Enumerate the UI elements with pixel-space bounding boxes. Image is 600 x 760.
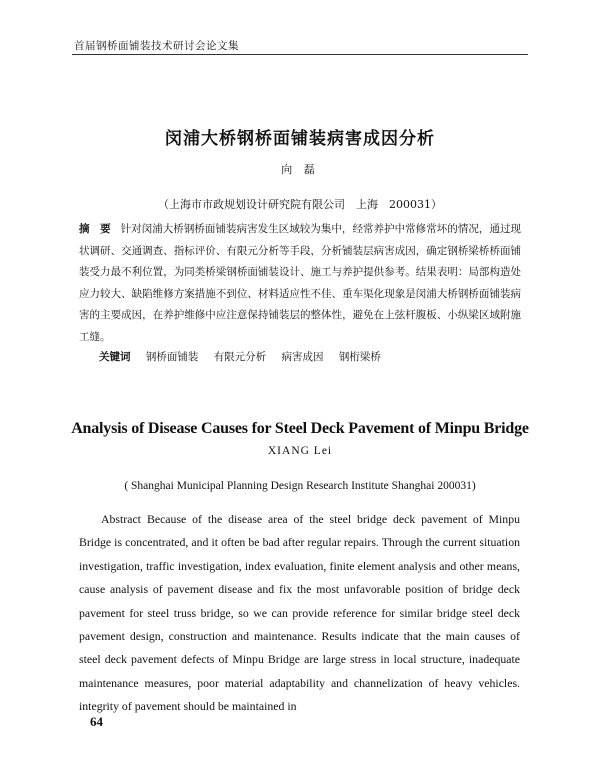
english-abstract — [79, 508, 520, 719]
english-author: XIANG Lei — [267, 445, 333, 457]
chinese-keywords — [99, 349, 519, 364]
chinese-affiliation: （上海市市政规划设计研究院有限公司 上海 200031） — [158, 198, 442, 211]
chinese-title: 闵浦大桥钢桥面铺装病害成因分析 — [165, 129, 435, 149]
chinese-abstract-text: 针对闵浦大桥钢桥面铺装病害发生区域较为集中，经常养护中常修常坏的情况，通过现状调研、交通调查、指标评价、有限元分析等手段，分析铺装层病害成因，确定钢桥梁桥桥面铺装受力最不利位置，为同类桥梁钢桥面铺装设计、施工与养护提供参考。结果表明：局部构造处应力较大、缺陷维修方案措施不到位、材料适应性不佳、重车渠化现象是闵浦大桥钢桥面铺装病害的主要成因，在养护维修中应注意保持铺装层的整体性，避免在上弦杆腹板、小纵梁区域附施工缝。 — [79, 223, 522, 343]
keyword: 有限元分析 — [213, 351, 267, 363]
keyword: 钢桥面铺装 — [145, 351, 199, 363]
english-abstract-text: Because of the disease area of the steel bridge deck pavement of Minpu Bridge is concentrated, and it often be bad after regular repairs. Through the current situation investigation, traffic investigation, index evaluation, finite element analysis and other means, cause analysis of pavement disease and fix the most unfavorable position of bridge deck pavement for steel truss bridge, so we can provide reference for similar bridge steel deck pavement design, construction and maintenance. Results indicate that the main causes of steel deck pavement defects of Minpu Bridge are large stress in local structure, inadequate maintenance measures, poor material adaptability and channelization of heavy vehicles. integrity of pavement should be maintained in — [79, 512, 520, 714]
keyword: 钢桁梁桥 — [338, 351, 381, 363]
english-title: Analysis of Disease Causes for Steel Deck Pavement of Minpu Bridge — [71, 420, 529, 437]
keyword: 病害成因 — [281, 351, 324, 363]
chinese-abstract — [79, 219, 521, 349]
chinese-keywords-label: 关键词 — [99, 351, 131, 363]
header-rule — [72, 54, 528, 55]
chinese-abstract-label: 摘 要 — [79, 223, 111, 235]
running-header: 首届钢桥面铺装技术研讨会论文集 — [74, 40, 239, 52]
page-number: 64 — [90, 714, 103, 729]
english-abstract-label: Abstract — [101, 512, 141, 526]
english-affiliation: ( Shanghai Municipal Planning Design Research Institute Shanghai 200031) — [124, 480, 476, 492]
chinese-author: 向 磊 — [281, 163, 319, 176]
